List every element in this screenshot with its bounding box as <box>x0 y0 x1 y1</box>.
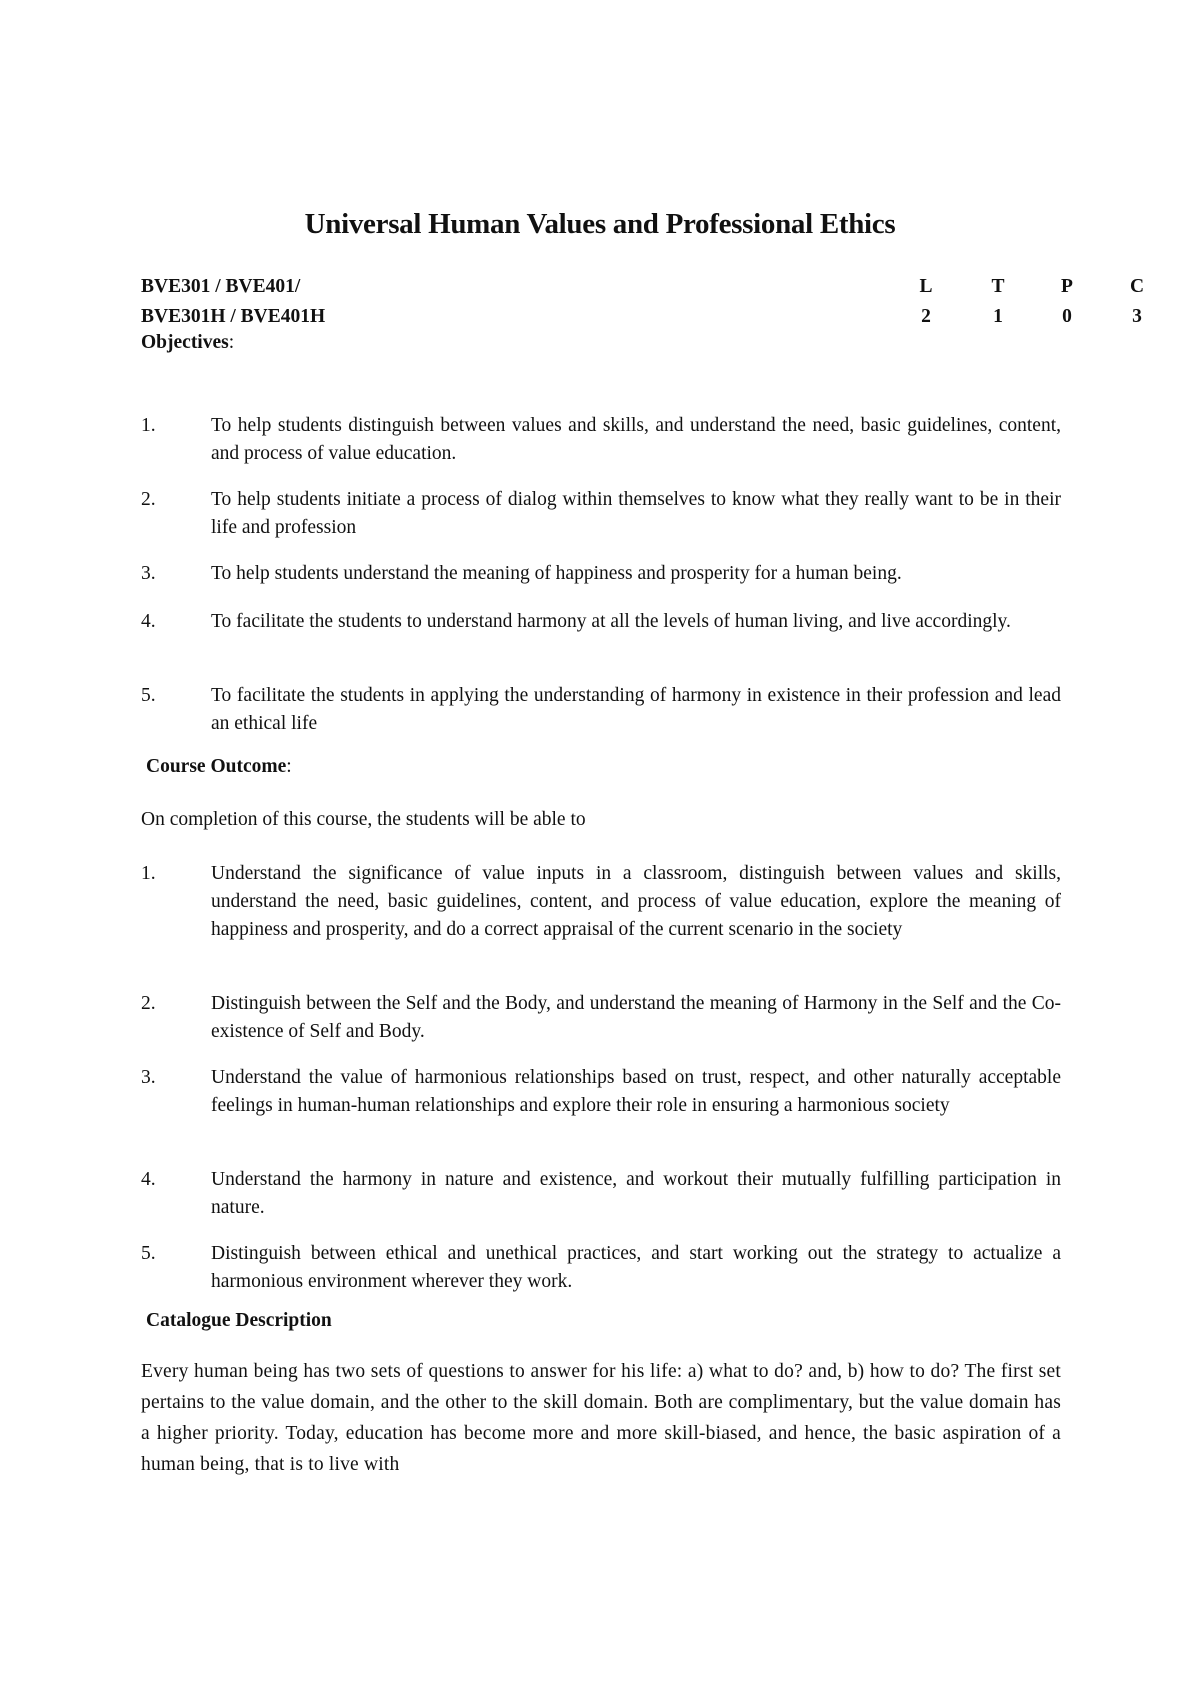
list-item-text: To facilitate the students in applying the understanding of harmony in existence in their profession and lead an ethical life <box>211 685 1061 734</box>
ltpc-header-c: C <box>1129 276 1145 297</box>
list-item-text: To facilitate the students to understand harmony at all the levels of human living, and live accordingly. <box>211 611 1011 632</box>
list-item <box>141 412 1061 468</box>
objectives-list-item-4 <box>141 608 1061 636</box>
objectives-list-item-5 <box>141 682 1061 738</box>
list-item-number: 5. <box>141 1243 156 1264</box>
document-title: Universal Human Values and Professional Ethics <box>304 208 896 240</box>
list-item <box>141 1240 1061 1296</box>
list-item-number: 2. <box>141 489 156 510</box>
list-item-number: 4. <box>141 611 156 632</box>
objectives-heading-colon: : <box>228 332 235 353</box>
ltpc-header-l: L <box>919 276 933 297</box>
list-item <box>141 608 1061 636</box>
catalogue-description: Every human being has two sets of questions to answer for his life: a) what to do? and, b) how to do? The first set pertains to the value domain, and the other to the skill domain. Both are complimentary, but the value domain has a higher priority. Today, education has become more and more skill-biased, and hence, the basic aspiration of a human being, that is to live with <box>141 1361 1061 1475</box>
outcome-list-item-1 <box>141 860 1061 944</box>
list-item-number: 5. <box>141 685 156 706</box>
list-item-number: 2. <box>141 993 156 1014</box>
list-item <box>141 1166 1061 1222</box>
course-code-row-values <box>141 306 1142 336</box>
objectives-list-item-3 <box>141 560 1061 588</box>
list-item-number: 3. <box>141 563 156 584</box>
list-item-text: To help students understand the meaning of happiness and prosperity for a human being. <box>211 563 902 584</box>
list-item-text: To help students initiate a process of dialog within themselves to know what they really want to be in their life and profession <box>211 489 1061 538</box>
ltpc-value-c: 3 <box>1132 306 1142 327</box>
ltpc-value-p: 0 <box>1062 306 1072 327</box>
list-item-text: To help students distinguish between values and skills, and understand the need, basic guidelines, content, and process of value education. <box>211 415 1061 464</box>
list-item <box>141 1064 1061 1120</box>
list-item-number: 3. <box>141 1067 156 1088</box>
outcome-list-item-4 <box>141 1166 1061 1222</box>
list-item-text: Distinguish between the Self and the Body, and understand the meaning of Harmony in the Self and the Co-existence of Self and Body. <box>211 993 1061 1042</box>
course-code-table <box>141 276 1145 336</box>
ltpc-header-t: T <box>991 276 1005 297</box>
list-item <box>141 682 1061 738</box>
course-code-row-header <box>141 276 1145 306</box>
list-item <box>141 560 1061 588</box>
course-outcome-intro: On completion of this course, the students will be able to <box>141 809 586 830</box>
objectives-list-item-2 <box>141 486 1061 542</box>
course-outcome-heading <box>146 756 292 778</box>
list-item-number: 1. <box>141 863 156 884</box>
course-outcome-heading-colon: : <box>286 756 292 777</box>
list-item-text: Understand the significance of value inputs in a classroom, distinguish between values and skills, understand the need, basic guidelines, content, and process of value education, explore the meaning of happiness and prosperity, and do a correct appraisal of the current scenario in the society <box>211 863 1061 940</box>
objectives-heading-text: Objectives <box>141 332 229 353</box>
outcome-list-item-3 <box>141 1064 1061 1120</box>
ltpc-value-l: 2 <box>921 306 931 327</box>
objectives-heading <box>141 332 234 354</box>
list-item-number: 4. <box>141 1169 156 1190</box>
outcome-list-item-2 <box>141 990 1061 1046</box>
course-code-line-2: BVE301H / BVE401H <box>141 306 326 327</box>
catalogue-heading: Catalogue Description <box>146 1310 332 1331</box>
course-outcome-heading-text: Course Outcome <box>146 756 287 777</box>
list-item-text: Distinguish between ethical and unethical practices, and start working out the strategy to actualize a harmonious environment wherever they work. <box>211 1243 1061 1292</box>
list-item-number: 1. <box>141 415 156 436</box>
list-item <box>141 860 1061 944</box>
list-item <box>141 486 1061 542</box>
objectives-list-item-1 <box>141 412 1061 468</box>
ltpc-value-t: 1 <box>993 306 1003 327</box>
list-item-text: Understand the harmony in nature and existence, and workout their mutually fulfilling participation in nature. <box>211 1169 1061 1218</box>
outcome-list-item-5 <box>141 1240 1061 1296</box>
ltpc-header-p: P <box>1061 276 1073 297</box>
list-item-text: Understand the value of harmonious relationships based on trust, respect, and other naturally acceptable feelings in human-human relationships and explore their role in ensuring a harmonious society <box>211 1067 1061 1116</box>
course-code-line-1: BVE301 / BVE401/ <box>141 276 301 297</box>
list-item <box>141 990 1061 1046</box>
